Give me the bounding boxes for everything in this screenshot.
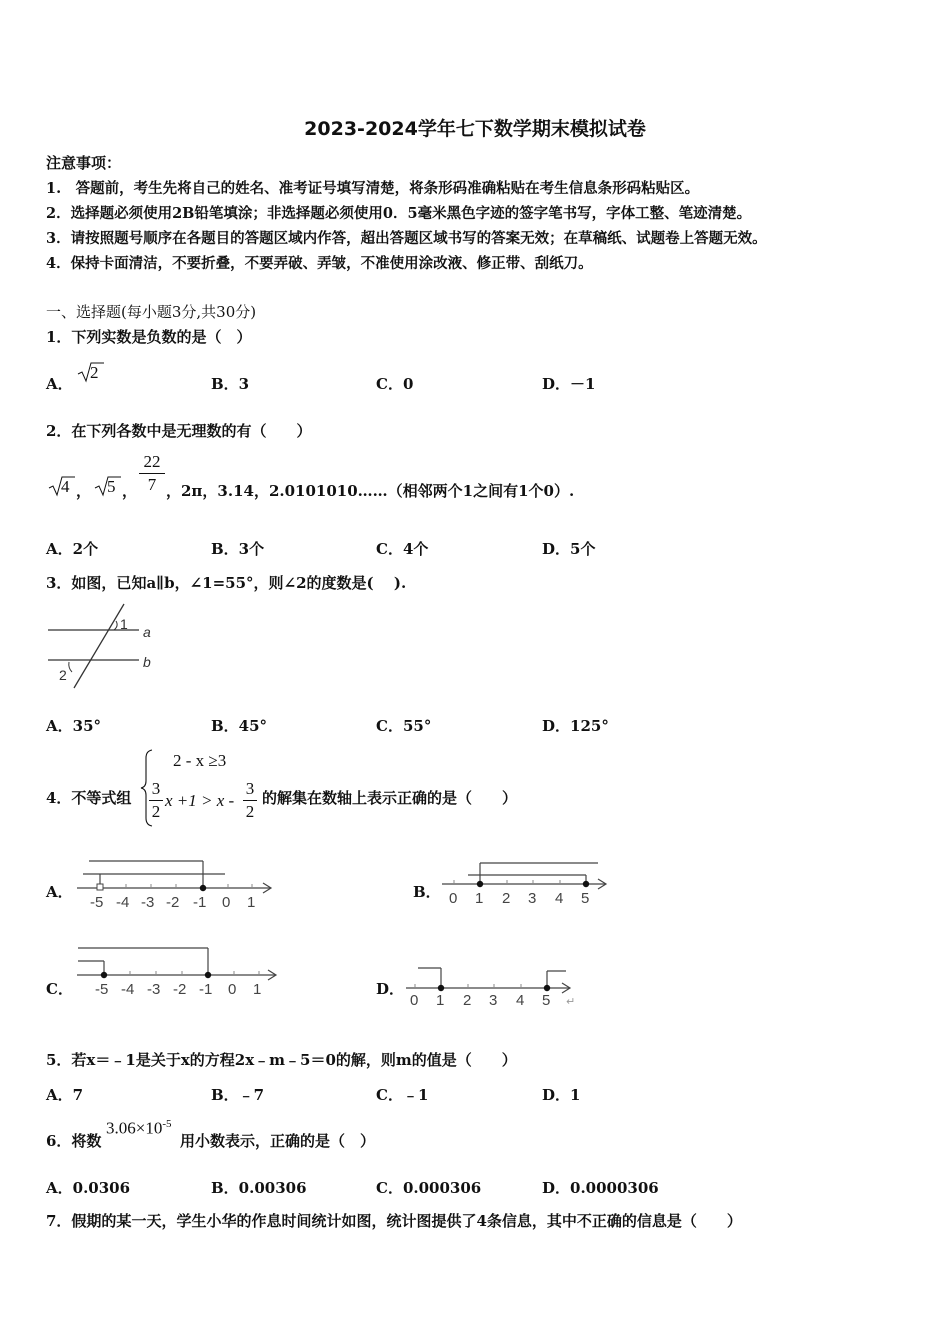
page-title: 2023-2024学年七下数学期末模拟试卷 bbox=[304, 118, 646, 140]
q4-stem-post: 的解集在数轴上表示正确的是（ ） bbox=[262, 789, 518, 807]
q4-stem-pre: 4．不等式组 bbox=[46, 789, 132, 807]
section-heading: 一、选择题(每小题3分,共30分) bbox=[46, 303, 257, 321]
tick-label: -4 bbox=[116, 894, 130, 911]
tick-label: 4 bbox=[516, 992, 525, 1009]
tick-label: 2 bbox=[463, 992, 472, 1009]
fraction-denominator: 2 bbox=[151, 802, 161, 821]
q2-comma: ， bbox=[122, 482, 138, 500]
tick-label: 4 bbox=[555, 890, 564, 907]
q6-coefficient: 3.06 bbox=[106, 1118, 136, 1138]
q6-option-b: B．0.00306 bbox=[211, 1179, 307, 1197]
fraction-numerator: 3 bbox=[245, 779, 255, 798]
line-a-label: a bbox=[143, 624, 151, 640]
q6-option-c: C．0.000306 bbox=[376, 1179, 482, 1197]
q4-option-d: D． bbox=[376, 980, 405, 998]
tick-label: -4 bbox=[121, 981, 135, 998]
tick-label: -1 bbox=[199, 981, 213, 998]
q6-exponent: -5 bbox=[162, 1118, 172, 1130]
tick-label: 5 bbox=[542, 992, 551, 1009]
q2-radicand-2: 5 bbox=[107, 477, 116, 496]
q6-stem-post: 用小数表示，正确的是（ ） bbox=[180, 1132, 376, 1150]
number-line-d bbox=[404, 960, 584, 1010]
tick-label: 1 bbox=[475, 890, 484, 907]
line-b-label: b bbox=[143, 654, 151, 670]
q3-parallel-lines-figure bbox=[44, 600, 164, 692]
number-line-a bbox=[75, 855, 280, 915]
q4-inequality-2-mid: x +1 > x - bbox=[165, 791, 235, 810]
q1-stem: 1．下列实数是负数的是（ ） bbox=[46, 328, 252, 346]
q4-fraction bbox=[149, 779, 163, 822]
q3-option-b: B．45° bbox=[211, 717, 268, 735]
notice-item: 1. 答题前，考生先将自己的姓名、准考证号填写清楚，将条形码准确粘贴在考生信息条形码粘贴区。 bbox=[46, 180, 700, 197]
q5-stem: 5．若x＝﹣1是关于x的方程2x﹣m﹣5＝0的解，则m的值是（ ） bbox=[46, 1051, 517, 1069]
fraction-denominator: 2 bbox=[245, 802, 255, 821]
q6-scientific-notation bbox=[106, 1118, 172, 1139]
tick-label: 3 bbox=[489, 992, 498, 1009]
q7-stem: 7．假期的某一天，学生小华的作息时间统计如图，统计图提供了4条信息，其中不正确的信息是（ ） bbox=[46, 1212, 742, 1230]
return-mark: ↵ bbox=[566, 996, 576, 1008]
number-line-c bbox=[75, 943, 285, 1003]
q4-option-b: B． bbox=[413, 883, 441, 901]
tick-label: 1 bbox=[247, 894, 256, 911]
tick-label: -2 bbox=[173, 981, 187, 998]
q2-comma: ， bbox=[76, 482, 92, 500]
tick-label: -5 bbox=[90, 894, 104, 911]
tick-label: -5 bbox=[95, 981, 109, 998]
q2-option-b: B．3个 bbox=[211, 540, 265, 558]
tick-label: 5 bbox=[581, 890, 590, 907]
q4-inequality-1: 2 - x ≥3 bbox=[173, 751, 227, 770]
tick-label: 2 bbox=[502, 890, 511, 907]
q2-option-d: D．5个 bbox=[542, 540, 596, 558]
q6-option-d: D．0.0000306 bbox=[542, 1179, 659, 1197]
tick-label: 1 bbox=[253, 981, 262, 998]
notice-heading: 注意事项： bbox=[46, 154, 122, 172]
q5-option-c: C．﹣1 bbox=[376, 1086, 429, 1104]
fraction-denominator: 7 bbox=[147, 475, 157, 494]
q3-stem: 3．如图，已知a∥b，∠1=55°，则∠2的度数是( ). bbox=[46, 574, 407, 592]
q3-option-a: A．35° bbox=[46, 717, 102, 735]
q5-option-a: A．7 bbox=[46, 1086, 84, 1104]
tick-label: -1 bbox=[193, 894, 207, 911]
q3-option-d: D．125° bbox=[542, 717, 609, 735]
q2-fraction bbox=[139, 452, 165, 495]
q6-stem-pre: 6．将数 bbox=[46, 1132, 102, 1150]
angle1-label: 1 bbox=[120, 616, 128, 632]
q1-option-a: A． bbox=[46, 375, 73, 393]
notice-item: 2．选择题必须使用2B铅笔填涂；非选择题必须使用0．5毫米黑色字迹的签字笔书写，字体工整、笔迹清楚。 bbox=[46, 205, 752, 222]
q2-option-c: C．4个 bbox=[376, 540, 429, 558]
notice-item: 3．请按照题号顺序在各题目的答题区域内作答，超出答题区域书写的答案无效；在草稿纸、试题卷上答题无效。 bbox=[46, 230, 767, 247]
q2-rest: ，2π，3.14，2.0101010……（相邻两个1之间有1个0）. bbox=[166, 482, 575, 500]
q2-radicand-1: 4 bbox=[61, 477, 70, 496]
transversal bbox=[74, 604, 124, 688]
q6-option-a: A．0.0306 bbox=[46, 1179, 131, 1197]
notice-item: 4．保持卡面清洁，不要折叠，不要弄破、弄皱，不准使用涂改液、修正带、刮纸刀。 bbox=[46, 255, 593, 272]
q1-option-c: C．0 bbox=[376, 375, 414, 393]
fraction-numerator: 3 bbox=[151, 779, 161, 798]
fraction-numerator: 22 bbox=[143, 452, 161, 471]
q4-option-a: A． bbox=[46, 883, 73, 901]
q5-option-d: D．1 bbox=[542, 1086, 581, 1104]
q1-option-b: B．3 bbox=[211, 375, 250, 393]
tick-label: 3 bbox=[528, 890, 537, 907]
tick-label: -3 bbox=[141, 894, 155, 911]
q1-option-d: D．－1 bbox=[542, 375, 596, 393]
tick-label: 0 bbox=[449, 890, 458, 907]
q4-option-c: C． bbox=[46, 980, 73, 998]
q5-option-b: B．﹣7 bbox=[211, 1086, 265, 1104]
q6-times: ×10 bbox=[135, 1118, 163, 1138]
q3-option-c: C．55° bbox=[376, 717, 432, 735]
tick-label: 0 bbox=[410, 992, 419, 1009]
q2-option-a: A．2个 bbox=[46, 540, 99, 558]
tick-label: 0 bbox=[222, 894, 231, 911]
tick-label: 1 bbox=[436, 992, 445, 1009]
angle2-label: 2 bbox=[59, 667, 67, 683]
q1-radicand: 2 bbox=[90, 363, 99, 382]
q2-stem: 2．在下列各数中是无理数的有（ ） bbox=[46, 422, 312, 440]
tick-label: -2 bbox=[166, 894, 180, 911]
q4-fraction bbox=[243, 779, 257, 822]
tick-label: -3 bbox=[147, 981, 161, 998]
number-line-b bbox=[440, 855, 615, 915]
tick-label: 0 bbox=[228, 981, 237, 998]
